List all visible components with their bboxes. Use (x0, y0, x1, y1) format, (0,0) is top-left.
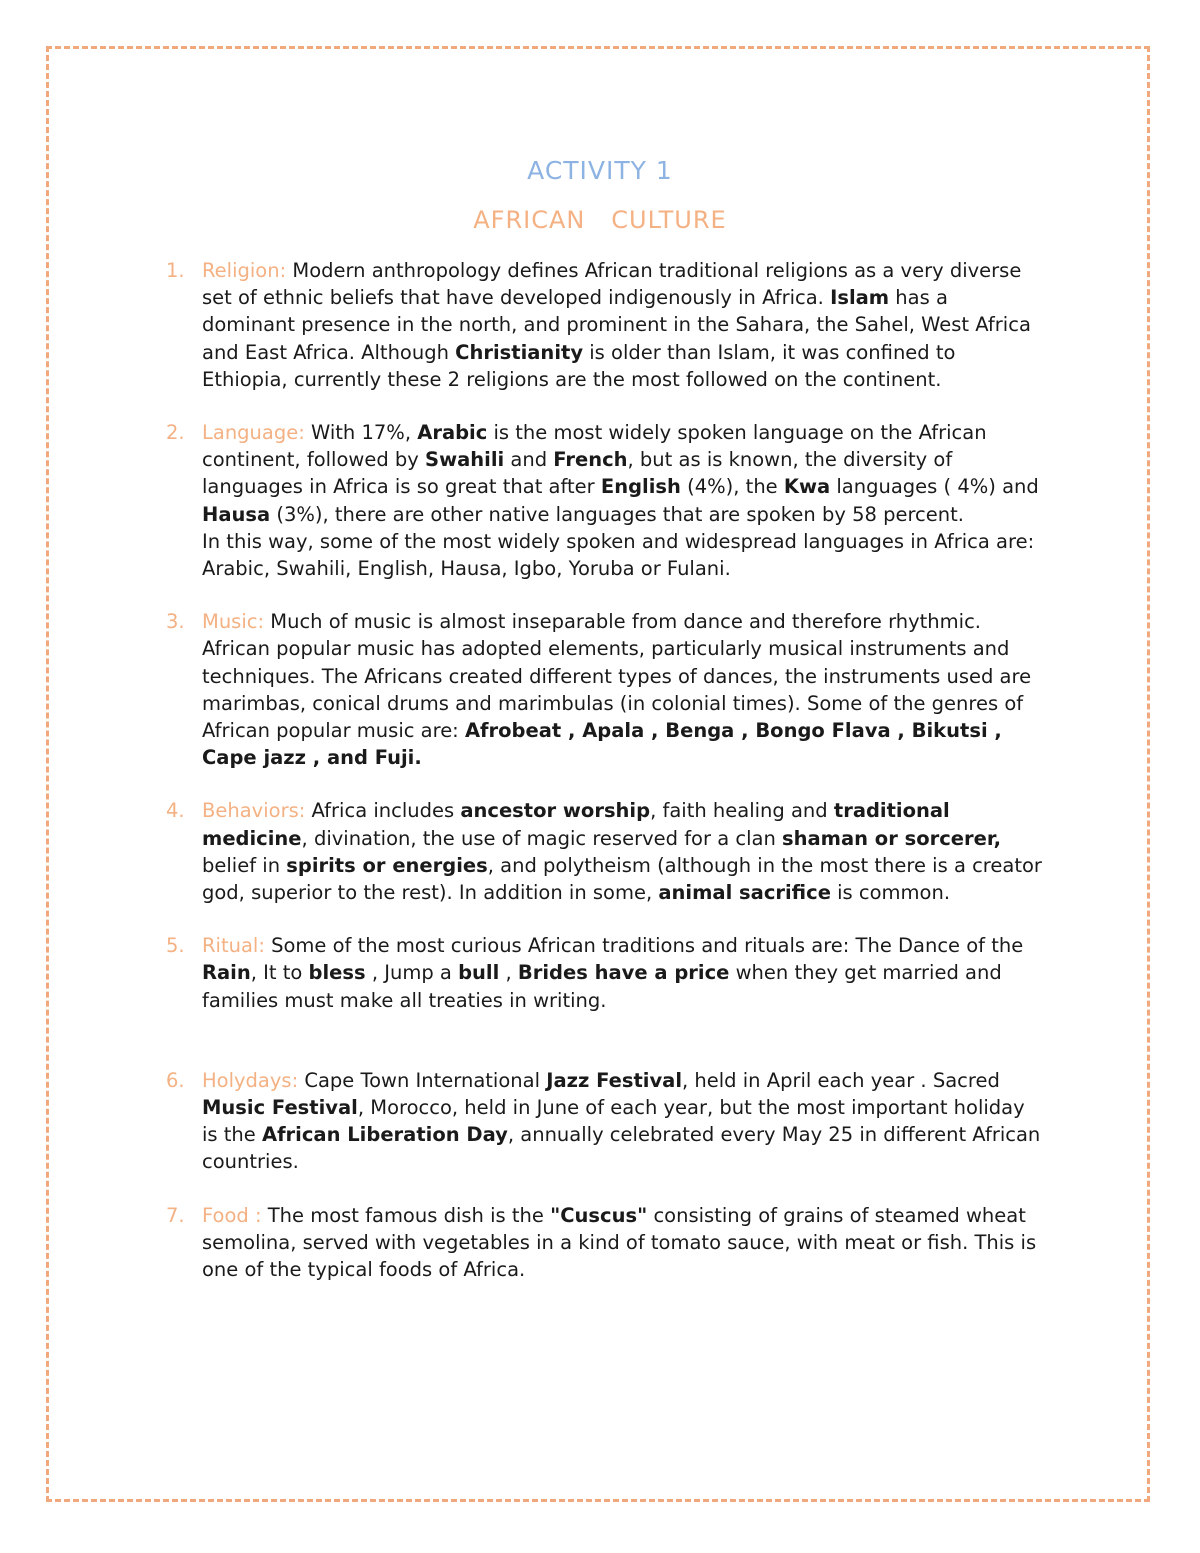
list-item-number: 4. (166, 799, 185, 823)
list-item (166, 932, 1042, 1014)
bold-term: bless (308, 961, 366, 985)
bold-term: "Cuscus" (550, 1203, 648, 1227)
list-item (166, 608, 1042, 771)
bold-term: spirits or energies (286, 853, 488, 877)
bold-term: Arabic (417, 421, 488, 445)
list-item-number: 5. (166, 934, 185, 958)
list-item-number: 1. (166, 259, 185, 282)
body-text: when they get married and families must make all treaties in writing. (202, 961, 1002, 1012)
body-text: , It to (250, 961, 309, 985)
list-item-number: 3. (166, 610, 185, 634)
list-item (166, 1067, 1042, 1176)
bold-term: African Liberation Day (261, 1123, 508, 1147)
body-text: , faith healing and (650, 799, 834, 823)
list-item-number: 6. (166, 1068, 185, 1092)
bold-term: Islam (830, 286, 890, 310)
body-text: is older than Islam, it was confined to Ethiopia, currently these 2 religions are the most followed on the continent. (202, 340, 956, 391)
body-text: , Morocco, held in June of each year, but the most important holiday is the (202, 1096, 1025, 1147)
bold-term: French (553, 448, 628, 472)
body-text: Modern anthropology defines African traditional religions as a very diverse set of ethnic beliefs that have developed indigenously in Africa. (202, 259, 1022, 310)
body-text: , and polytheism (although in the most there is a creator god, superior to the rest). In addition in some, (202, 853, 1042, 905)
bold-term: bull (458, 961, 500, 985)
bold-term: Jazz Festival (546, 1068, 683, 1092)
list-item-heading: Food : (202, 1203, 262, 1227)
bold-term: Hausa (202, 502, 271, 526)
list-item-number: 7. (166, 1203, 185, 1227)
body-text: has a dominant presence in the north, and prominent in the Sahara, the Sahel, West Africa and East Africa. Although (202, 286, 1031, 364)
body-text: Some of the most curious African traditions and rituals are: The Dance of the (264, 934, 1024, 958)
body-text: consisting of grains of steamed wheat semolina, served with vegetables in a kind of tomato sauce, with meat or fish. This is one of the typical foods of Africa. (202, 1203, 1037, 1282)
bold-term: Swahili (425, 448, 505, 472)
list-item-heading: Religion: (202, 259, 287, 282)
culture-list (166, 257, 1042, 1309)
body-text: , (499, 961, 518, 985)
body-text: , Jump a (365, 961, 459, 985)
body-text: With 17%, (304, 421, 418, 445)
body-text: (4%), the (680, 475, 784, 499)
body-text: In this way, some of the most widely spoken and widespread languages in Africa are: Arabic, Swahili, English, Hausa, Igbo, Yoruba or Fulani. (202, 529, 1035, 581)
bold-term: Christianity (455, 340, 584, 364)
bold-term: English (600, 475, 681, 499)
body-text: Much of music is almost inseparable from dance and therefore rhythmic. African popular music has adopted elements, particularly musical instruments and techniques. The Africans created different types of dances, the instruments used are marimbas, conical drums and marimbulas (in colonial times). Some of the genres of African popular music are: (202, 610, 1032, 743)
list-item-heading: Holydays: (202, 1068, 299, 1092)
list-item-number: 2. (166, 421, 185, 445)
page-title: ACTIVITY 1 (527, 156, 673, 185)
body-text: belief in (202, 853, 287, 877)
body-text: is common. (830, 881, 951, 905)
page-subtitle: AFRICAN CULTURE (473, 206, 727, 234)
body-text: is the most widely spoken language on the African continent, followed by (202, 421, 987, 472)
list-item (166, 797, 1042, 906)
bold-term: shaman or sorcerer, (782, 826, 1002, 850)
body-text: Cape Town International (298, 1068, 547, 1092)
body-text: , held in April each year . Sacred (682, 1068, 1000, 1092)
bold-term: Afrobeat , Apala , Benga , Bongo Flava , Bikutsi , Cape jazz , and Fuji. (202, 719, 1002, 770)
list-item-heading: Music: (202, 610, 265, 634)
bold-term: Music Festival (202, 1096, 358, 1120)
body-text: and (504, 448, 554, 472)
body-text: languages ( 4%) and (830, 475, 1039, 499)
list-item-heading: Behaviors: (202, 799, 306, 823)
list-item (166, 419, 1042, 582)
bold-term: traditional medicine (202, 799, 950, 850)
list-item (166, 257, 1042, 393)
bold-term: Rain (202, 961, 251, 985)
bold-term: animal sacrifice (658, 881, 831, 905)
body-text: Africa includes (305, 799, 461, 823)
list-item (166, 1202, 1042, 1284)
body-text: (3%), there are other native languages that are spoken by 58 percent. (270, 502, 964, 526)
list-item-heading: Ritual: (202, 934, 265, 958)
bold-term: Brides have a price (517, 961, 730, 985)
list-item-heading: Language: (202, 421, 305, 445)
body-text: , annually celebrated every May 25 in different African countries. (202, 1123, 1041, 1174)
bold-term: Kwa (783, 475, 831, 499)
body-text: , divination, the use of magic reserved for a clan (301, 826, 783, 850)
body-text: The most famous dish is the (261, 1203, 551, 1227)
bold-term: ancestor worship (460, 799, 651, 823)
body-text: , but as is known, the diversity of languages in Africa is so great that after (202, 448, 953, 499)
